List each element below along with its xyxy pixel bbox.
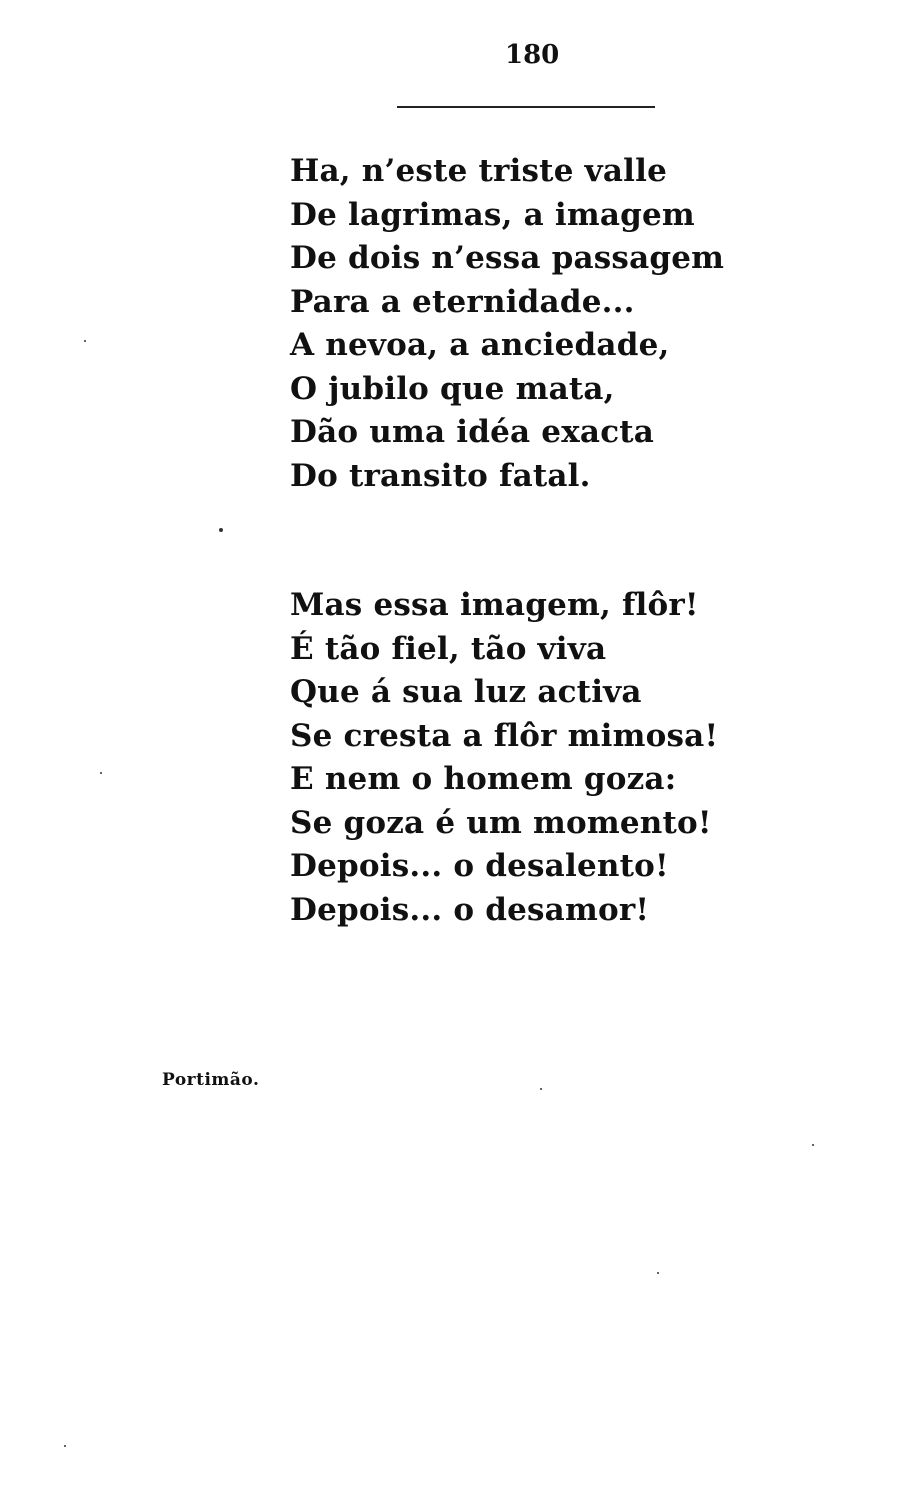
stanza-2 [290, 584, 718, 932]
verse-line: Mas essa imagem, flôr! [290, 587, 699, 623]
verse-line: De lagrimas, a imagem [290, 196, 695, 233]
verse-line: Do transito fatal. [290, 457, 591, 494]
scan-speck [540, 1088, 542, 1090]
scan-speck [657, 1272, 659, 1274]
scan-speck [84, 340, 86, 342]
verse-line: E nem o homem goza: [290, 761, 677, 797]
verse-line: Ha, n’este triste valle [290, 153, 667, 189]
scan-speck [219, 528, 223, 532]
stanza-1 [290, 150, 724, 498]
scan-speck [64, 1445, 66, 1447]
place-signature: Portimão. [162, 1070, 260, 1090]
verse-line: O jubilo que mata, [290, 370, 615, 407]
page-number: 180 [505, 40, 560, 70]
verse-line: Depois... o desamor! [290, 891, 650, 928]
verse-line: Se goza é um momento! [290, 804, 712, 841]
verse-line: Que á sua luz activa [290, 674, 642, 710]
verse-line: De dois n’essa passagem [290, 240, 725, 276]
verse-line: É tão fiel, tão viva [290, 630, 607, 667]
verse-line: Se cresta a flôr mimosa! [290, 717, 719, 754]
verse-line: A nevoa, a anciedade, [290, 327, 670, 363]
header-rule [397, 106, 655, 108]
scan-speck [100, 772, 102, 774]
verse-line: Para a eternidade... [290, 283, 635, 320]
verse-line: Depois... o desalento! [290, 848, 669, 884]
scan-speck [812, 1144, 814, 1146]
verse-line: Dão uma idéa exacta [290, 414, 655, 450]
